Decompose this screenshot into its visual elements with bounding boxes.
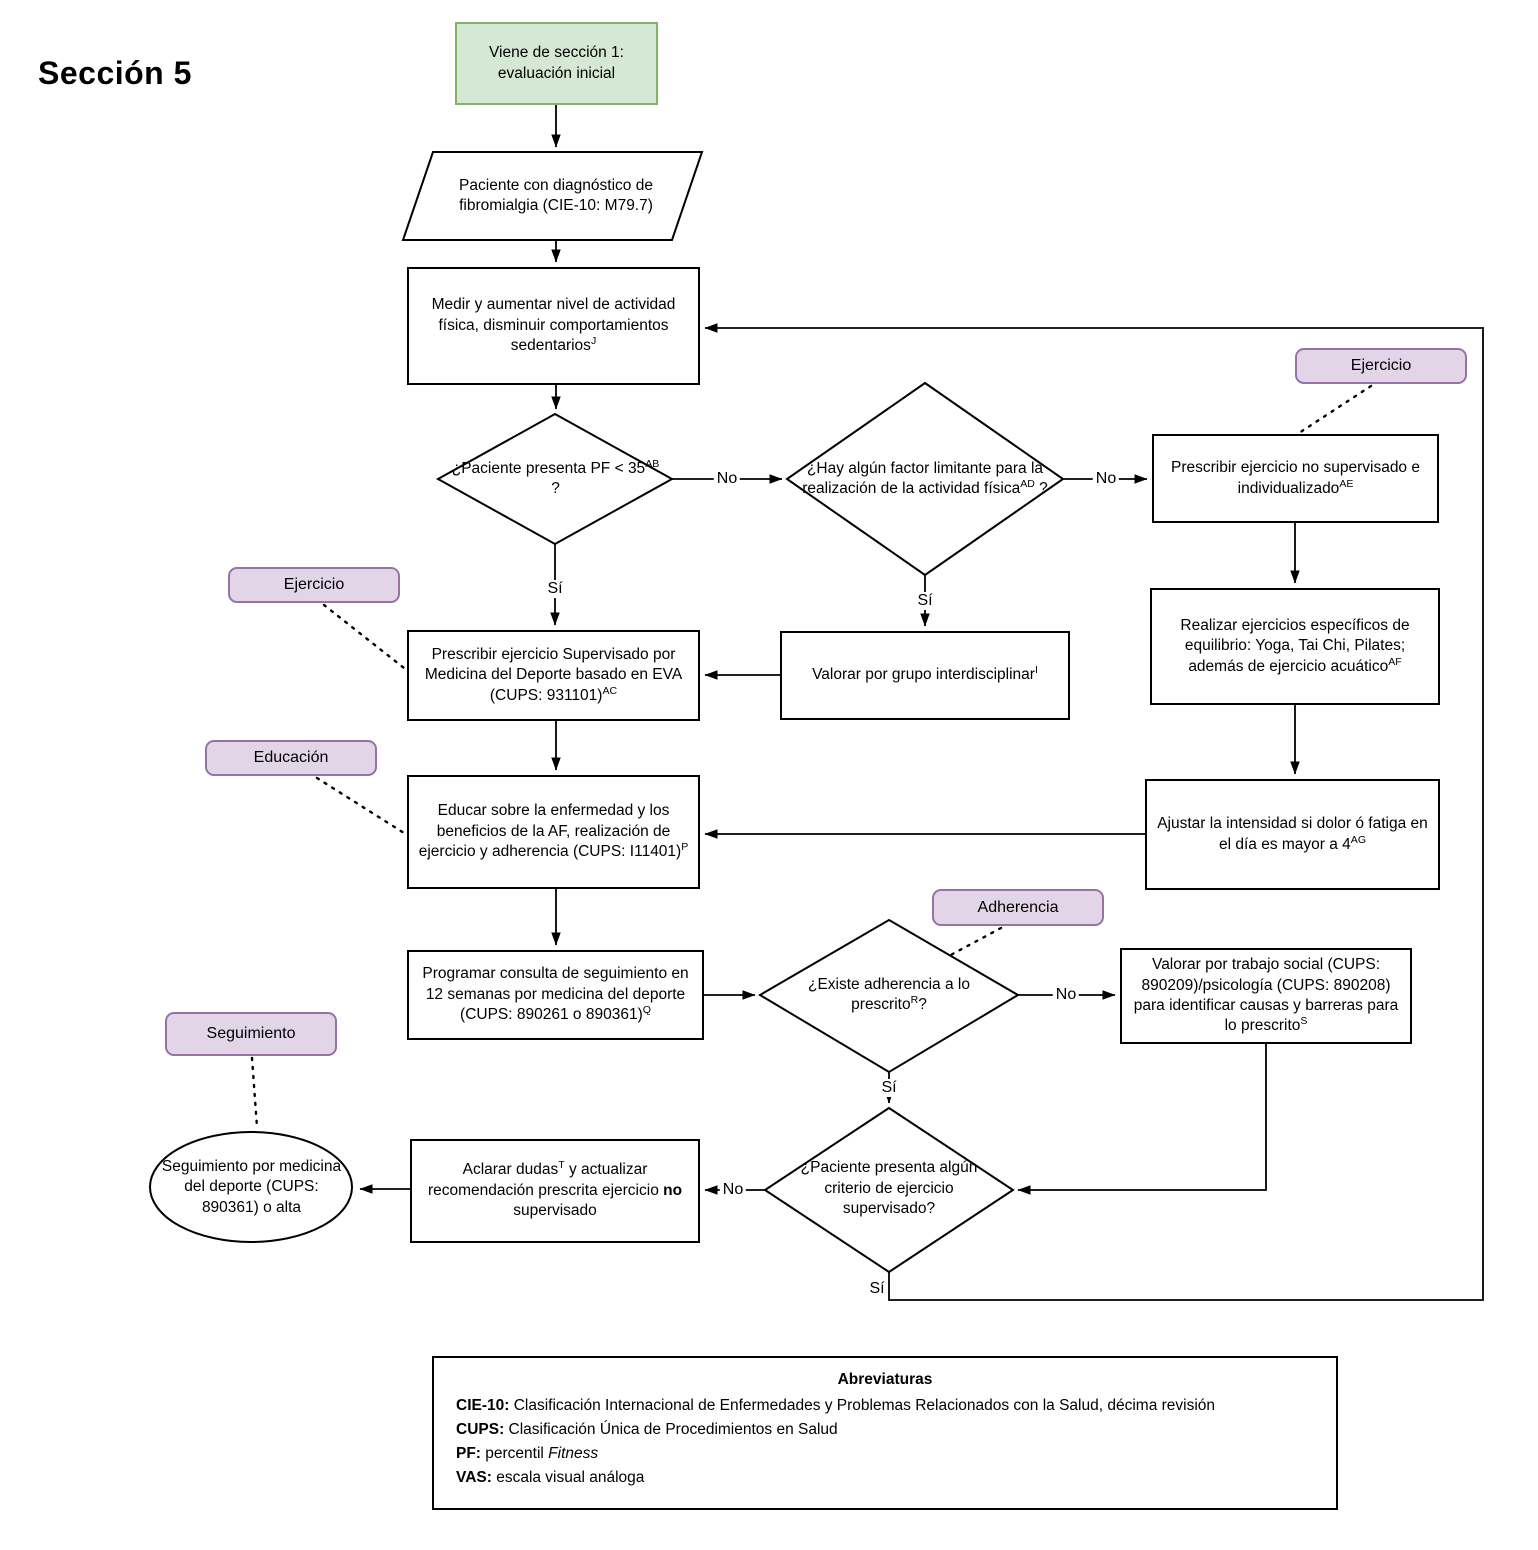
node-ajustar-intensidad: Ajustar la intensidad si dolor ó fatiga en el día es mayor a $4^{AG}$ <box>1145 779 1440 890</box>
node-educar-enfermedad: Educar sobre la enfermedad y los beneficios de la AF, realización de ejercicio y adherencia (CUPS: I11401)$^P$ <box>407 775 700 889</box>
edge-label-si-factor: Sí <box>914 592 935 610</box>
edge-label-si-criterio: Sí <box>866 1280 887 1298</box>
badge-ejercicio-right: Ejercicio <box>1295 348 1467 384</box>
badge-adherencia: Adherencia <box>932 889 1104 926</box>
dotted-ejercicio-left-connector <box>324 605 404 668</box>
abbreviation-item: CIE-10: Clasificación Internacional de Enfermedades y Problemas Relacionados con la Salud, décima revisión <box>456 1397 1216 1415</box>
seguimiento-final-text: Seguimiento por medicina del deporte (CUPS: 890361) o alta <box>161 1157 342 1216</box>
badge-ejercicio-left: Ejercicio <box>228 567 400 603</box>
edge-label-no-pf: No <box>714 470 740 488</box>
badge-educacion: Educación <box>205 740 377 776</box>
abbreviation-item: VAS: escala visual análoga <box>456 1469 645 1487</box>
edge-valorar-social-to-criterio <box>1018 1044 1266 1190</box>
node-programar-consulta: Programar consulta de seguimiento en 12 semanas por medicina del deporte (CUPS: 890261 o 890361)$^Q$ <box>407 950 704 1040</box>
factor-decision-text: ¿Hay algún factor limitante para la realización de la actividad física$^{AD}$ ? <box>802 459 1048 497</box>
page-title: Sección 5 <box>38 55 192 91</box>
abbreviations-title: Abreviaturas <box>837 1371 933 1388</box>
dotted-ejercicio-right-connector <box>1299 386 1371 433</box>
node-prescribir-no-supervisado: Prescribir ejercicio no supervisado e individualizado$^{AE}$ <box>1152 434 1439 523</box>
node-valorar-trabajo-social: Valorar por trabajo social (CUPS: 890209)/psicología (CUPS: 890208) para identificar causas y barreras para lo prescrito$^S$ <box>1120 948 1412 1044</box>
edge-label-si-adherencia: Sí <box>878 1079 899 1097</box>
abbreviation-item: CUPS: Clasificación Única de Procedimientos en Salud <box>456 1421 838 1439</box>
edge-label-si-pf: Sí <box>544 580 565 598</box>
node-realizar-ejercicios: Realizar ejercicios específicos de equilibrio: Yoga, Tai Chi, Pilates; además de ejercicio acuático$^{AF}$ <box>1150 588 1440 705</box>
paciente-node-text: Paciente con diagnóstico de fibromialgia (CIE-10: M79.7) <box>459 176 653 214</box>
node-medir-actividad: Medir y aumentar nivel de actividad física, disminuir comportamientos sedentarios$^J$ <box>407 267 700 385</box>
edge-label-no-factor: No <box>1093 470 1119 488</box>
start-terminator-text: Viene de sección 1: evaluación inicial <box>488 43 624 82</box>
pf-decision-text: ¿Paciente presenta PF < $35^{AB}$ ? <box>451 457 660 497</box>
edge-label-no-criterio: No <box>720 1181 746 1199</box>
abbreviation-item: PF: percentil Fitness <box>456 1445 599 1463</box>
node-valorar-grupo-interdisciplinar: Valorar por grupo interdisciplinar$^I$ <box>780 631 1070 720</box>
criterio-decision-text: ¿Paciente presenta algún criterio de ejercicio supervisado? <box>800 1159 978 1218</box>
node-prescribir-supervisado: Prescribir ejercicio Supervisado por Medicina del Deporte basado en EVA (CUPS: 931101)$^{AC}$ <box>407 630 700 721</box>
dotted-seguimiento-connector <box>252 1058 257 1127</box>
adherencia-decision-text: ¿Existe adherencia a lo prescrito$^R$? <box>808 975 970 1013</box>
abbreviations-box <box>432 1356 1338 1510</box>
badge-seguimiento: Seguimiento <box>165 1012 337 1056</box>
node-aclarar-dudas: Aclarar dudas$^T$ y actualizar recomendación prescrita ejercicio no supervisado <box>410 1139 700 1243</box>
dotted-educacion-connector <box>317 778 404 833</box>
start-terminator <box>455 22 658 105</box>
edge-label-no-adherencia: No <box>1053 986 1079 1004</box>
